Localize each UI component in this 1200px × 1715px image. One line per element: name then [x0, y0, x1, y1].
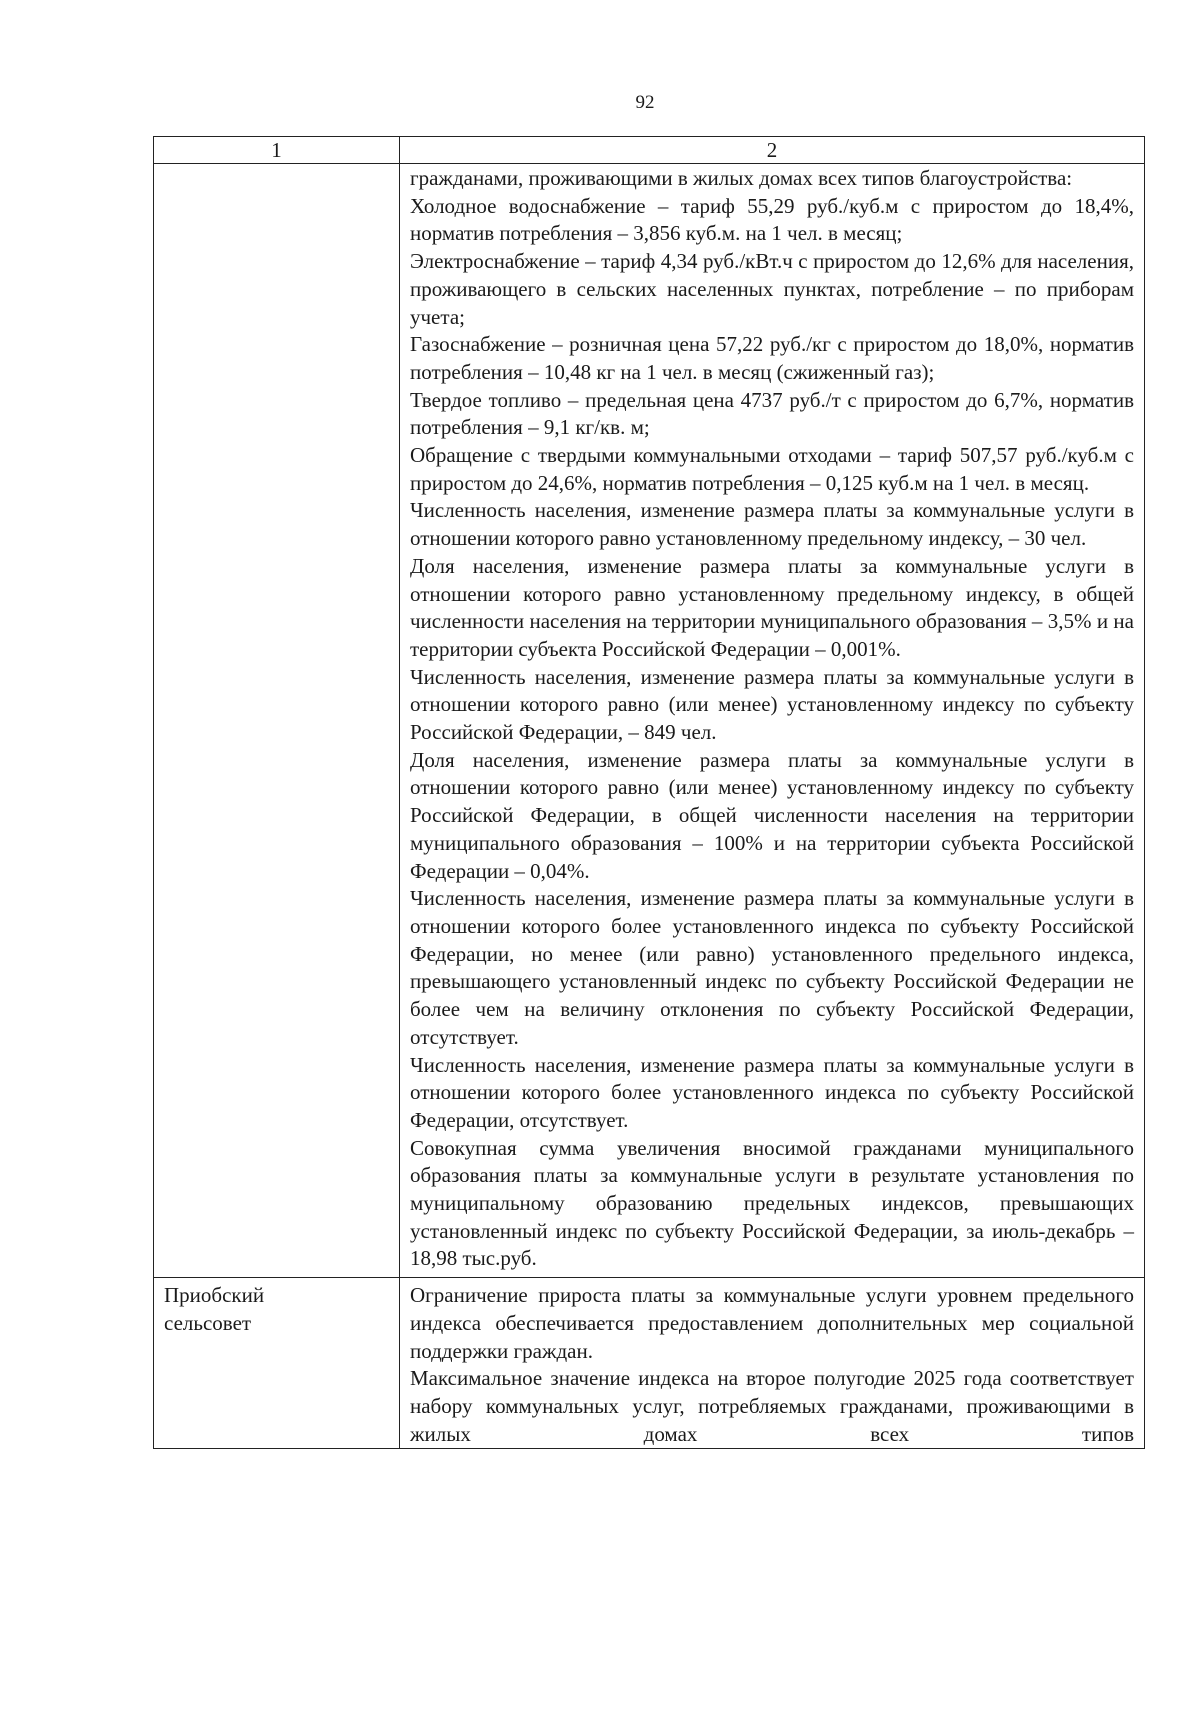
region-cell — [154, 164, 400, 1278]
paragraph: Твердое топливо – предельная цена 4737 руб./т с приростом до 6,7%, норматив потребления – 9,1 кг/кв. м; — [410, 387, 1134, 440]
paragraph: Газоснабжение – розничная цена 57,22 руб./кг с приростом до 18,0%, норматив потребления – 10,48 кг на 1 чел. в месяц (сжиженный газ); — [410, 332, 1134, 384]
table-row — [154, 164, 1145, 1278]
paragraph: Холодное водоснабжение – тариф 55,29 руб./куб.м с приростом до 18,4%, норматив потребления – 3,856 куб.м. на 1 чел. в месяц; — [410, 193, 1134, 246]
table-row — [154, 1278, 1145, 1449]
paragraph: Численность населения, изменение размера платы за коммунальные услуги в отношении которого более установленного индекса по субъекту Российской Федерации, отсутствует. — [410, 1052, 1134, 1132]
paragraph: Ограничение прироста платы за коммунальные услуги уровнем предельного индекса обеспечивается предоставлением дополнительных мер социальной поддержки граждан. — [410, 1283, 1134, 1363]
column-header-1: 1 — [154, 137, 400, 164]
paragraph: гражданами, проживающими в жилых домах всех типов благоустройства: — [410, 166, 1073, 190]
paragraph: Доля населения, изменение размера платы за коммунальные услуги в отношении которого равно установленному предельному индексу, в общей численности населения на территории муниципального образования – 3,5% и на территории субъекта Российской Федерации – 0,001%. — [410, 553, 1134, 661]
table-header-row — [154, 137, 1145, 164]
region-cell — [154, 1278, 400, 1449]
paragraph: Численность населения, изменение размера платы за коммунальные услуги в отношении которого более установленного индекса по субъекту Российской Федерации, но менее (или равно) установленного предельного индекса, превышающего установленный индекс по субъекту Российской Федерации не более чем на величину отклонения по субъекту Российской Федерации, отсутствует. — [410, 886, 1134, 1049]
description-cell — [400, 164, 1145, 1278]
paragraph: Совокупная сумма увеличения вносимой гражданами муниципального образования платы за коммунальные услуги в результате установления по муниципальному образованию предельных индексов, превышающих установленный индекс по субъекту Российской Федерации, за июль-декабрь – 18,98 тыс.руб. — [410, 1135, 1134, 1271]
region-name: Приобский сельсовет — [164, 1283, 265, 1335]
description-cell — [400, 1278, 1145, 1449]
paragraph: Численность населения, изменение размера платы за коммунальные услуги в отношении которого равно (или менее) установленному индексу по субъекту Российской Федерации, – 849 чел. — [410, 664, 1134, 745]
paragraph: Максимальное значение индекса на второе полугодие 2025 года соответствует набору коммунальных услуг, потребляемых гражданами, проживающими в жилых домах всех типов — [410, 1366, 1134, 1446]
page-number: 92 — [635, 92, 655, 113]
paragraph: Электроснабжение – тариф 4,34 руб./кВт.ч с приростом до 12,6% для населения, проживающего в сельских населенных пунктах, потребление – по приборам учета; — [410, 249, 1134, 329]
paragraph: Обращение с твердыми коммунальными отходами – тариф 507,57 руб./куб.м с приростом до 24,6%, норматив потребления – 0,125 куб.м на 1 чел. в месяц. — [410, 443, 1134, 495]
column-header-2: 2 — [400, 137, 1145, 164]
document-table — [153, 136, 1145, 1449]
paragraph: Численность населения, изменение размера платы за коммунальные услуги в отношении которого равно установленному предельному индексу, – 30 чел. — [410, 498, 1134, 551]
paragraph: Доля населения, изменение размера платы за коммунальные услуги в отношении которого равно (или менее) установленному индексу по субъекту Российской Федерации, в общей численности населения на территории муниципального образования – 100% и на территории субъекта Российской Федерации – 0,04%. — [410, 747, 1134, 883]
